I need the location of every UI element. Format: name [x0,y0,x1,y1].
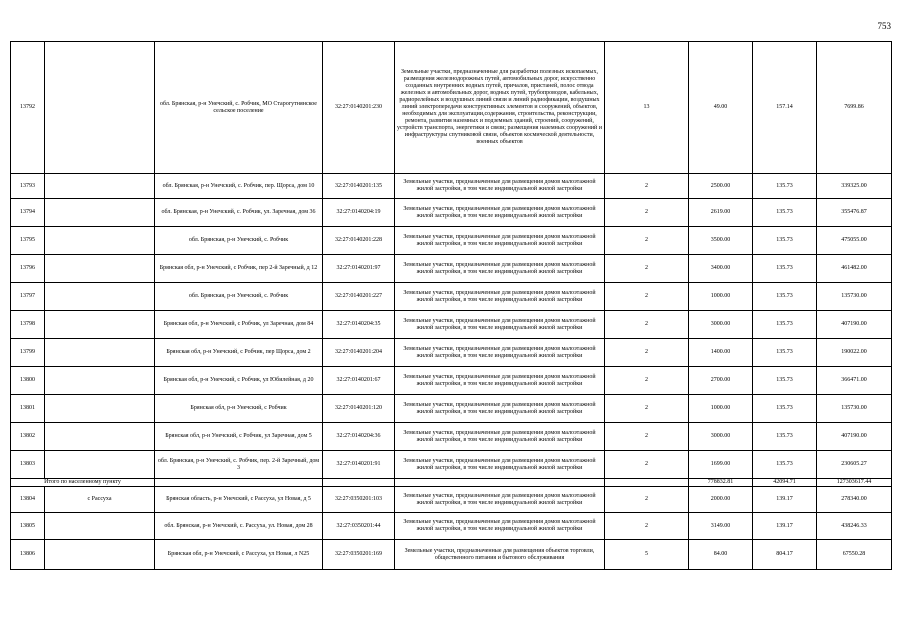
usage-group: 2 [605,513,689,540]
address: Брянская обл, р-н Унечский, с Рассуха, ул Новая, л N25 [155,540,323,570]
row-id: 13798 [11,311,45,339]
cadastral-number: 32:27:0140204:35 [323,311,395,339]
settlement-name [45,255,155,283]
row-id: 13792 [11,42,45,174]
cadastral-number: 32:27:0350201:169 [323,540,395,570]
cadastral-value: 135730.00 [817,283,892,311]
usage-group: 2 [605,311,689,339]
address: обл. Брянская, р-н Унечский, с. Робчик [155,283,323,311]
table-row [11,255,892,283]
table-row [11,487,892,513]
settlement-name [45,227,155,255]
address: обл. Брянская, р-н Унечский, с. Робчик, пер. Щорса, дом 10 [155,174,323,199]
cadastral-value: 339325.00 [817,174,892,199]
land-purpose: Земельные участки, предназначенные для размещения домов малоэтажной жилой застройки, в том числе индивидуальной жилой застройки [395,513,605,540]
cadastral-number: 32:27:0140201:228 [323,227,395,255]
cadastral-number: 32:27:0140204:19 [323,199,395,227]
land-purpose: Земельные участки, предназначенные для размещения домов малоэтажной жилой застройки, в том числе индивидуальной жилой застройки [395,487,605,513]
cadastral-number: 32:27:0350201:103 [323,487,395,513]
settlement-name [45,423,155,451]
area: 3000.00 [689,423,753,451]
land-purpose: Земельные участки, предназначенные для размещения домов малоэтажной жилой застройки, в том числе индивидуальной жилой застройки [395,227,605,255]
usage-group: 2 [605,423,689,451]
specific-value: 135.73 [753,395,817,423]
cadastral-value: 475055.00 [817,227,892,255]
area: 49.00 [689,42,753,174]
row-id: 13802 [11,423,45,451]
table-row [11,367,892,395]
address: Брянская обл, р-н Унечский, с Робчик, ул Заречная, дом 5 [155,423,323,451]
table-row [11,42,892,174]
land-purpose: Земельные участки, предназначенные для размещения домов малоэтажной жилой застройки, в том числе индивидуальной жилой застройки [395,199,605,227]
table-row [11,451,892,479]
cadastral-value: 190022.00 [817,339,892,367]
specific-value: 135.73 [753,283,817,311]
specific-value: 135.73 [753,255,817,283]
table-row [11,311,892,339]
specific-value: 135.73 [753,227,817,255]
cadastral-value-table [10,41,892,570]
address: Брянская обл, р-н Унечский, с Робчик, ул Юбилейная, д 20 [155,367,323,395]
land-purpose: Земельные участки, предназначенные для размещения домов малоэтажной жилой застройки, в том числе индивидуальной жилой застройки [395,423,605,451]
row-id: 13795 [11,227,45,255]
address: обл. Брянская, р-н Унечский, с. Рассуха, ул. Новая, дом 28 [155,513,323,540]
total-label: Итого по населенному пункту [11,479,155,487]
land-purpose: Земельные участки, предназначенные для размещения домов малоэтажной жилой застройки, в том числе индивидуальной жилой застройки [395,311,605,339]
cadastral-value: 7699.86 [817,42,892,174]
table-row [11,540,892,570]
table-row [11,199,892,227]
settlement-name [45,395,155,423]
cadastral-number: 32:27:0140201:227 [323,283,395,311]
settlement-name [45,367,155,395]
table-row [11,513,892,540]
specific-value: 135.73 [753,423,817,451]
area: 1699.00 [689,451,753,479]
usage-group: 2 [605,255,689,283]
cadastral-value: 438246.33 [817,513,892,540]
total-area: 778832.81 [689,479,753,487]
area: 3000.00 [689,311,753,339]
cadastral-value: 366471.00 [817,367,892,395]
specific-value: 804.17 [753,540,817,570]
table-row [11,174,892,199]
cadastral-value: 278340.00 [817,487,892,513]
cadastral-number: 32:27:0140201:67 [323,367,395,395]
cadastral-number: 32:27:0140201:120 [323,395,395,423]
address: обл. Брянская, р-н Унечский, с. Робчик [155,227,323,255]
usage-group: 2 [605,199,689,227]
land-purpose: Земельные участки, предназначенные для размещения объектов торговли, общественного питания и бытового обслуживания [395,540,605,570]
cadastral-value: 461482.00 [817,255,892,283]
cadastral-number: 32:27:0140201:135 [323,174,395,199]
address: Брянская область, р-н Унечский, с Рассуха, ул Новая, д 5 [155,487,323,513]
settlement-name [45,513,155,540]
usage-group: 13 [605,42,689,174]
row-id: 13806 [11,540,45,570]
usage-group: 2 [605,227,689,255]
row-id: 13805 [11,513,45,540]
usage-group: 2 [605,339,689,367]
address: обл. Брянская, р-н Унечский, с. Робчик, ул. Заречная, дом 36 [155,199,323,227]
cadastral-value: 135730.00 [817,395,892,423]
cadastral-value: 230605.27 [817,451,892,479]
row-id: 13794 [11,199,45,227]
settlement-name [45,339,155,367]
address: Брянская обл, р-н Унечский, с Робчик, пер 2-й Заречный, д 12 [155,255,323,283]
specific-value: 135.73 [753,174,817,199]
area: 2000.00 [689,487,753,513]
land-purpose: Земельные участки, предназначенные для размещения домов малоэтажной жилой застройки, в том числе индивидуальной жилой застройки [395,174,605,199]
land-purpose: Земельные участки, предназначенные для размещения домов малоэтажной жилой застройки, в том числе индивидуальной жилой застройки [395,395,605,423]
address: Брянская обл, р-н Унечский, с Робчик [155,395,323,423]
settlement-name [45,311,155,339]
area: 2700.00 [689,367,753,395]
specific-value: 135.73 [753,311,817,339]
settlement-name [45,174,155,199]
land-purpose: Земельные участки, предназначенные для размещения домов малоэтажной жилой застройки, в том числе индивидуальной жилой застройки [395,255,605,283]
table-row [11,395,892,423]
settlement-name [45,199,155,227]
specific-value: 139.17 [753,513,817,540]
land-purpose: Земельные участки, предназначенные для разработки полезных ископаемых, размещения железнодорожных путей, автомобильных дорог, искусственно созданных внутренних водных путей, причалов, пристаней, полос отвода железных и автомобильных дорог, водных путей, трубопроводов, кабельных, радиорелейных и воздушных линий связи и линий радиофикации, воздушных линий электропередачи конструктивных элементов и сооружений, объектов, необходимых для эксплуатации,содержания, строительства, реконструкции, ремонта, развития наземных и подземных зданий, строений, сооружений, устройств транспорта, энергетики и связи; размещения наземных сооружений и инфраструктуры спутниковой связи, объектов космической деятельности, военных объектов [395,42,605,174]
row-id: 13797 [11,283,45,311]
area: 84.00 [689,540,753,570]
area: 1000.00 [689,283,753,311]
usage-group: 5 [605,540,689,570]
area: 2500.00 [689,174,753,199]
cadastral-number: 32:27:0140204:36 [323,423,395,451]
cadastral-number: 32:27:0140201:97 [323,255,395,283]
usage-group: 2 [605,451,689,479]
usage-group: 2 [605,487,689,513]
specific-value: 135.73 [753,367,817,395]
settlement-name [45,451,155,479]
settlement-name [45,540,155,570]
row-id: 13793 [11,174,45,199]
cadastral-value: 67550.28 [817,540,892,570]
land-purpose: Земельные участки, предназначенные для размещения домов малоэтажной жилой застройки, в том числе индивидуальной жилой застройки [395,283,605,311]
land-purpose: Земельные участки, предназначенные для размещения домов малоэтажной жилой застройки, в том числе индивидуальной жилой застройки [395,367,605,395]
address: обл. Брянская, р-н Унечский, с. Робчик, МО Старогутнянское сельское поселение [155,42,323,174]
row-id: 13799 [11,339,45,367]
area: 1000.00 [689,395,753,423]
row-id: 13801 [11,395,45,423]
specific-value: 135.73 [753,451,817,479]
settlement-name [45,283,155,311]
cadastral-number: 32:27:0140201:204 [323,339,395,367]
cadastral-value: 355476.87 [817,199,892,227]
table-row [11,423,892,451]
cadastral-number: 32:27:0140201:91 [323,451,395,479]
total-rate: 42094.71 [753,479,817,487]
area: 3500.00 [689,227,753,255]
land-purpose: Земельные участки, предназначенные для размещения домов малоэтажной жилой застройки, в том числе индивидуальной жилой застройки [395,451,605,479]
row-id: 13804 [11,487,45,513]
settlement-name: с Рассуха [45,487,155,513]
usage-group: 2 [605,367,689,395]
usage-group: 2 [605,174,689,199]
address: Брянская обл, р-н Унечский, с Робчик, ул Заречная, дом 84 [155,311,323,339]
table-row [11,283,892,311]
land-purpose: Земельные участки, предназначенные для размещения домов малоэтажной жилой застройки, в том числе индивидуальной жилой застройки [395,339,605,367]
page-number: 753 [877,21,891,31]
settlement-total-row [11,479,892,487]
area: 2619.00 [689,199,753,227]
cadastral-value: 407190.00 [817,311,892,339]
specific-value: 157.14 [753,42,817,174]
area: 1400.00 [689,339,753,367]
cadastral-value: 407190.00 [817,423,892,451]
row-id: 13796 [11,255,45,283]
address: Брянская обл, р-н Унечский, с Робчик, пер Щорса, дом 2 [155,339,323,367]
total-value: 127303617.44 [817,479,892,487]
specific-value: 139.17 [753,487,817,513]
table-row [11,339,892,367]
specific-value: 135.73 [753,339,817,367]
cadastral-number: 32:27:0350201:44 [323,513,395,540]
area: 3149.00 [689,513,753,540]
usage-group: 2 [605,395,689,423]
specific-value: 135.73 [753,199,817,227]
area: 3400.00 [689,255,753,283]
table-row [11,227,892,255]
row-id: 13800 [11,367,45,395]
usage-group: 2 [605,283,689,311]
cadastral-number: 32:27:0140201:230 [323,42,395,174]
settlement-name [45,42,155,174]
row-id: 13803 [11,451,45,479]
address: обл. Брянская, р-н Унечский, с. Робчик, пер. 2-й Заречный, дом 3 [155,451,323,479]
